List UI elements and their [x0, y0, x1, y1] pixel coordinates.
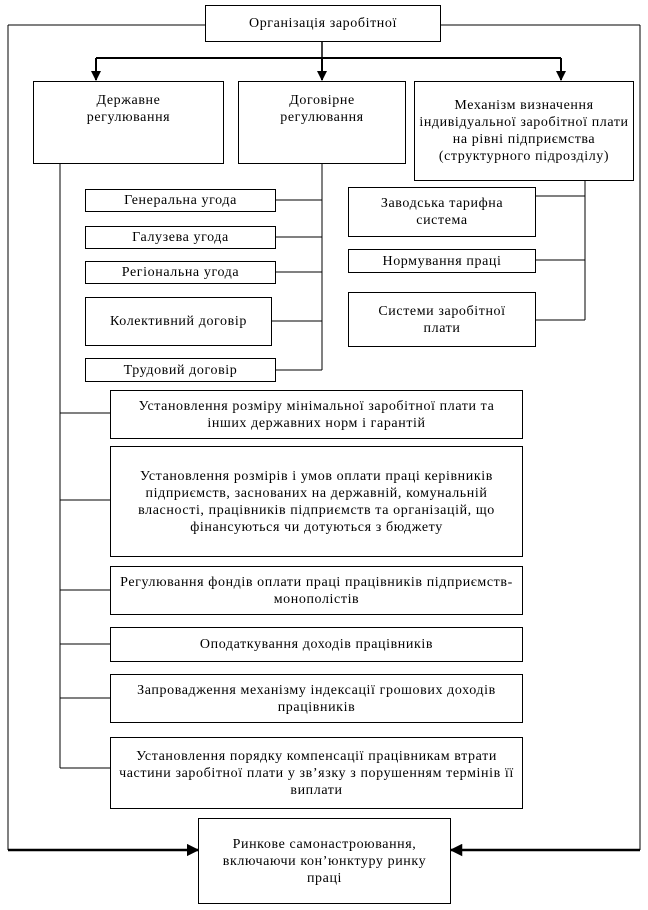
state-regulation-box [33, 81, 224, 164]
contract-regulation-text: Договірне регулювання [280, 93, 364, 125]
market-text: Ринкове самонастроювання, включаючи кон’юнктуру ринку праці [222, 836, 427, 886]
contract-item-regional: Регіональна угода [85, 261, 276, 284]
mechanism-item-pay-systems: Системи заробітної плати [348, 292, 536, 347]
contract-regulation-box [238, 81, 406, 164]
mechanism-item-norming: Нормування праці [348, 249, 536, 273]
state-item-taxation: Оподаткування доходів працівників [110, 627, 523, 662]
contract-item-labour: Трудовий договір [85, 358, 276, 382]
state-item-compensation: Установлення порядку компенсації працівникам втрати частини заробітної плати у зв’язку з порушенням термінів її виплати [110, 737, 523, 809]
state-regulation-text: Державне регулювання [86, 93, 171, 125]
title-box [205, 5, 441, 42]
title-text: Організація заробітної [249, 16, 397, 31]
contract-item-sectoral: Галузева угода [85, 226, 276, 249]
state-item-budget-pay: Установлення розмірів і умов оплати праці керівників підприємств, заснованих на державній, комунальній власності, працівників підприємств та організацій, що фінансуються чи дотуються з бюджету [110, 446, 523, 557]
state-item-monopoly-funds: Регулювання фондів оплати праці працівників підприємств-монополістів [110, 566, 523, 615]
contract-item-general: Генеральна угода [85, 189, 276, 212]
mechanism-box [414, 81, 634, 181]
state-item-minimum-wage: Установлення розміру мінімальної заробітної плати та інших державних норм і гарантій [110, 390, 523, 439]
state-item-indexation: Запровадження механізму індексації грошових доходів працівників [110, 674, 523, 723]
mechanism-item-tariff: Заводська тарифна система [348, 187, 536, 237]
market-box [198, 818, 451, 904]
contract-item-collective: Колективний договір [85, 297, 272, 346]
mechanism-text: Механізм визначення індивідуальної заробітної плати на рівні підприємства (структурного підрозділу) [419, 98, 629, 164]
